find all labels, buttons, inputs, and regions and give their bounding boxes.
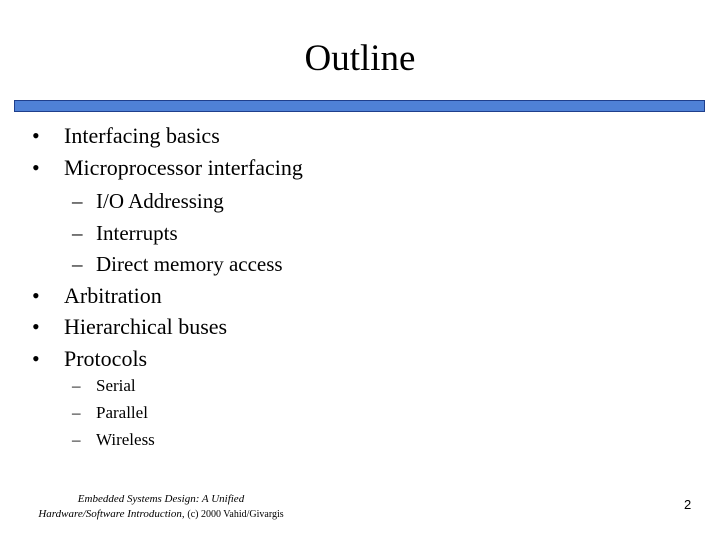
footer-line-2 (21, 507, 301, 522)
footer-citation (21, 492, 301, 522)
bullet-marker: • (32, 346, 40, 371)
sub-bullet-text: I/O Addressing (96, 189, 224, 213)
dash-marker: – (72, 189, 83, 213)
bullet-marker: • (32, 314, 40, 339)
bullet-text: Microprocessor interfacing (64, 155, 303, 180)
slide-title: Outline (304, 38, 416, 79)
footer-book-subtitle: Hardware/Software Introduction, (38, 508, 185, 520)
footer-copyright: (c) 2000 Vahid/Givargis (187, 509, 284, 520)
sub-bullet-text: Interrupts (96, 221, 178, 245)
bullet-text: Protocols (64, 346, 148, 371)
bullet-marker: • (32, 283, 40, 308)
sub-bullet-text: Direct memory access (96, 252, 283, 276)
bullet-text: Arbitration (64, 283, 162, 308)
bullet-text: Interfacing basics (64, 123, 220, 148)
sub-bullet-text: Parallel (96, 403, 148, 422)
dash-marker: – (72, 430, 81, 449)
bullet-text: Hierarchical buses (64, 314, 228, 339)
dash-marker: – (72, 376, 81, 395)
sub-bullet-text: Wireless (96, 430, 155, 449)
page-number: 2 (684, 497, 692, 512)
sub-bullet-text: Serial (96, 376, 136, 395)
dash-marker: – (72, 221, 83, 245)
footer-line-1: Embedded Systems Design: A Unified (77, 493, 245, 505)
bullet-marker: • (32, 155, 40, 180)
bullet-marker: • (32, 123, 40, 148)
dash-marker: – (72, 252, 83, 276)
dash-marker: – (72, 403, 81, 422)
